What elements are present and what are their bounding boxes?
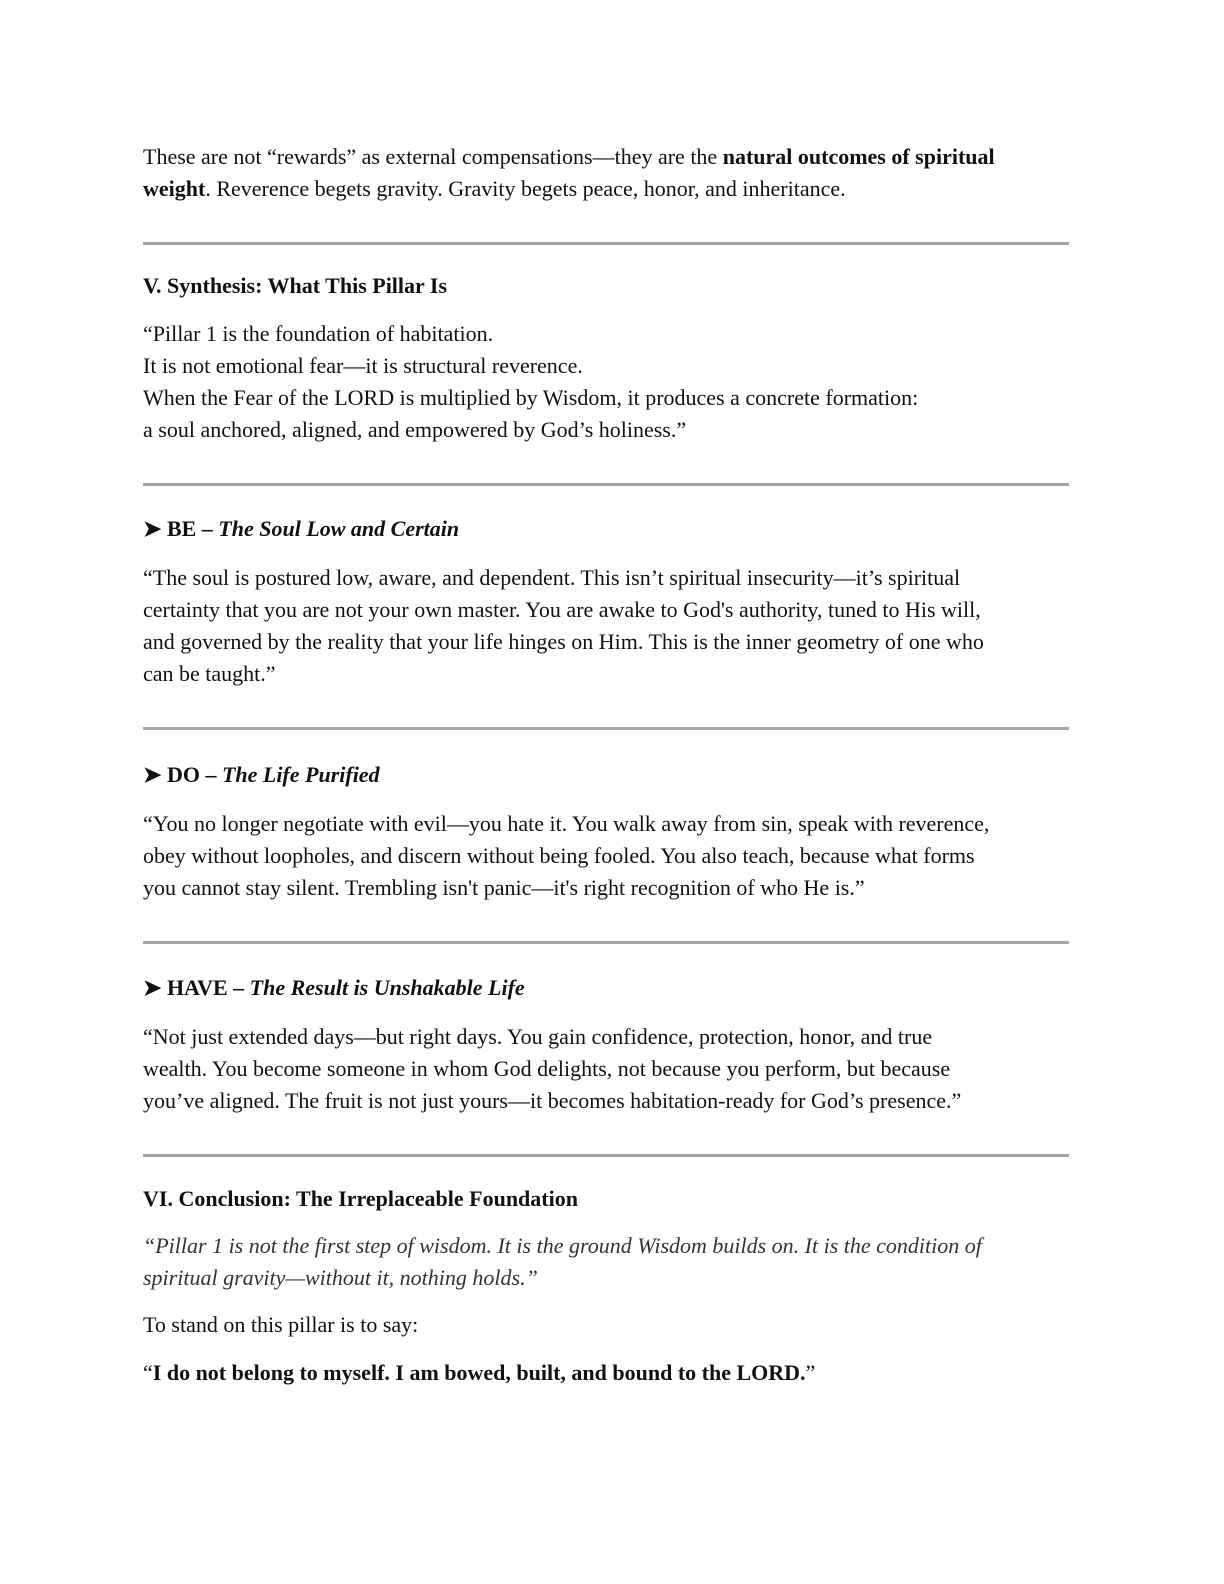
have-title: The Result is Unshakable Life [249,975,525,1000]
have-heading [143,972,1068,1004]
do-paragraph [143,808,1068,904]
section-divider [143,1154,1069,1157]
have-line: you’ve aligned. The fruit is not just yours—it becomes habitation-ready for God’s presence.” [143,1088,962,1113]
intro-text-after: . Reverence begets gravity. Gravity begets peace, honor, and inheritance. [205,176,846,201]
synthesis-heading: V. Synthesis: What This Pillar Is [143,273,448,298]
arrow-icon: ➤ [143,975,162,1000]
be-line: “The soul is postured low, aware, and dependent. This isn’t spiritual insecurity—it’s spiritual [143,565,961,590]
have-label: HAVE – [166,975,250,1000]
be-heading [143,513,1068,545]
arrow-icon: ➤ [143,762,162,787]
have-paragraph [143,1021,1068,1117]
synthesis-line: “Pillar 1 is the foundation of habitation. [143,321,494,346]
synthesis-line: a soul anchored, aligned, and empowered by God’s holiness.” [143,417,687,442]
conclusion-quote [143,1230,1068,1294]
be-line: and governed by the reality that your life hinges on Him. This is the inner geometry of one who [143,629,984,654]
section-divider [143,483,1069,486]
synthesis-quote [143,318,1068,446]
do-title: The Life Purified [221,762,380,787]
intro-text-before: These are not “rewards” as external compensations—they are the [143,144,723,169]
be-label: BE – [166,516,219,541]
do-line: “You no longer negotiate with evil—you hate it. You walk away from sin, speak with reverence, [143,811,990,836]
section-divider [143,727,1069,730]
arrow-icon: ➤ [143,516,162,541]
do-label: DO – [166,762,222,787]
section-divider [143,242,1069,245]
declaration-text: I do not belong to myself. I am bowed, built, and bound to the LORD. [152,1360,806,1385]
conclusion-declaration [143,1357,1068,1389]
intro-bold-phrase-2: weight [143,176,206,201]
conclusion-quote-line: “Pillar 1 is not the first step of wisdom. It is the ground Wisdom builds on. It is the condition of [143,1233,982,1258]
section-divider [143,941,1069,944]
conclusion-heading: VI. Conclusion: The Irreplaceable Foundation [143,1186,578,1211]
synthesis-line: It is not emotional fear—it is structural reverence. [143,353,583,378]
do-line: you cannot stay silent. Trembling isn't panic—it's right recognition of who He is.” [143,875,865,900]
be-paragraph [143,562,1068,690]
do-heading [143,759,1068,791]
synthesis-line: When the Fear of the LORD is multiplied by Wisdom, it produces a concrete formation: [143,385,919,410]
document-page [143,140,1068,1389]
declaration-open-quote: “ [143,1360,153,1385]
conclusion-quote-line: spiritual gravity—without it, nothing holds.” [143,1265,538,1290]
declaration-close-quote: ” [805,1360,816,1385]
intro-paragraph [143,141,1068,205]
be-title: The Soul Low and Certain [218,516,460,541]
conclusion-lead: To stand on this pillar is to say: [143,1312,419,1337]
be-line: can be taught.” [143,661,276,686]
do-line: obey without loopholes, and discern without being fooled. You also teach, because what forms [143,843,975,868]
have-line: wealth. You become someone in whom God delights, not because you perform, but because [143,1056,951,1081]
have-line: “Not just extended days—but right days. You gain confidence, protection, honor, and true [143,1024,933,1049]
intro-bold-phrase-1: natural outcomes of spiritual [722,144,995,169]
be-line: certainty that you are not your own master. You are awake to God's authority, tuned to His will, [143,597,981,622]
